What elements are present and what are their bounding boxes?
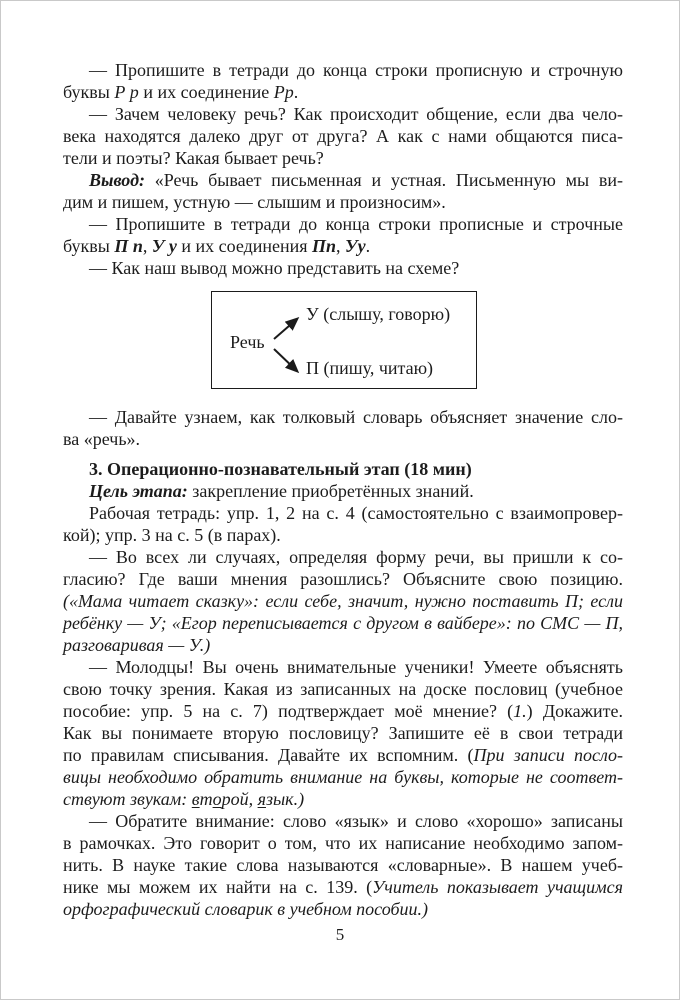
text-segment: нике мы можем их найти на с. 139. ( — [63, 877, 373, 897]
paragraph — [63, 59, 623, 103]
text-segment: Учитель показывает учащимся — [372, 877, 623, 897]
text-segment: века находятся далеко друг от друга? А как с нами общаются писа- — [63, 126, 623, 146]
text-line — [63, 832, 623, 854]
text-segment: «Речь бывает письменная и устная. Письменную мы ви- — [145, 170, 623, 190]
text-segment: — Во всех ли случаях, определяя форму речи, вы пришли к со- — [89, 547, 623, 567]
text-segment: У у — [151, 236, 177, 256]
text-segment: орфографический словарик в учебном пособии.) — [63, 899, 429, 919]
text-line — [63, 480, 623, 502]
text-segment: 1. — [513, 701, 527, 721]
text-line — [63, 147, 623, 169]
text-segment: , — [336, 236, 346, 256]
text-segment: . — [365, 236, 371, 256]
paragraph — [63, 213, 623, 257]
text-segment: , — [142, 236, 152, 256]
text-segment: ствуют звукам: — [63, 789, 192, 809]
text-line — [63, 235, 623, 257]
text-segment: гласию? Где ваши мнения разошлись? Объясните свою позицию. — [63, 569, 623, 589]
text-line — [63, 876, 623, 898]
text-line — [63, 406, 623, 428]
text-segment: Рабочая тетрадь: упр. 1, 2 на с. 4 (самостоятельно с взаимопровер- — [89, 503, 623, 523]
text-segment: ) Докажите. — [526, 701, 623, 721]
text-line — [63, 524, 623, 546]
text-line — [63, 191, 623, 213]
text-segment: — Как наш вывод можно представить на схеме? — [89, 258, 460, 278]
text-segment: о — [212, 789, 222, 809]
text-line — [63, 898, 623, 920]
text-segment: нить. В науке такие слова называются «словарные». В нашем учеб- — [63, 855, 623, 875]
text-segment: по правилам списывания. Давайте их вспомним. ( — [63, 745, 474, 765]
scheme-written-branch-label: П (пишу, читаю) — [306, 358, 434, 378]
text-line — [63, 103, 623, 125]
text-line — [63, 854, 623, 876]
text-line — [63, 700, 623, 722]
text-line — [63, 810, 623, 832]
text-line — [63, 744, 623, 766]
paragraph — [63, 406, 623, 450]
text-line — [63, 590, 623, 612]
text-segment: рой, — [221, 789, 258, 809]
paragraph — [63, 103, 623, 169]
text-line — [63, 125, 623, 147]
text-segment: тели и поэты? Какая бывает речь? — [63, 148, 324, 168]
text-line — [63, 257, 623, 279]
paragraph — [63, 257, 623, 279]
text-line — [63, 502, 623, 524]
text-segment: пособие: упр. 5 на с. 7) подтверждает моё мнение? ( — [63, 701, 514, 721]
paragraph — [63, 546, 623, 656]
page-content — [63, 59, 623, 920]
text-line — [63, 766, 623, 788]
page-number: 5 — [335, 925, 345, 944]
text-line — [63, 81, 623, 103]
text-segment: Уу — [345, 236, 366, 256]
text-segment: . — [293, 82, 299, 102]
text-segment: и их соединение — [138, 82, 274, 102]
text-segment: — Пропишите в тетради до конца строки прописную и строчную — [89, 60, 623, 80]
text-segment: я — [257, 789, 266, 809]
text-block-below-scheme — [63, 406, 623, 920]
text-line — [63, 546, 623, 568]
text-block-above-scheme — [63, 59, 623, 279]
text-segment: ва «речь». — [63, 429, 141, 449]
text-segment: — Обратите внимание: слово «язык» и слово «хорошо» записаны — [89, 811, 623, 831]
text-segment: вицы необходимо обратить внимание на буквы, которые не соответ- — [63, 767, 623, 787]
text-segment: т — [199, 789, 213, 809]
speech-scheme — [211, 291, 623, 389]
text-line — [63, 678, 623, 700]
text-line — [63, 722, 623, 744]
text-segment: Рр — [273, 82, 294, 102]
text-segment: Р р — [114, 82, 139, 102]
text-segment: буквы — [63, 236, 115, 256]
text-segment: 3. Операционно-познавательный этап (18 мин) — [89, 459, 472, 479]
text-line — [63, 428, 623, 450]
text-segment: зык.) — [265, 789, 305, 809]
text-line — [63, 788, 623, 810]
text-segment: — Давайте узнаем, как толковый словарь объясняет значение сло- — [89, 407, 623, 427]
text-segment: кой); упр. 3 на с. 5 (в парах). — [63, 525, 281, 545]
text-line — [63, 634, 623, 656]
paragraph — [63, 656, 623, 810]
text-segment: Цель этапа: — [89, 481, 188, 501]
scheme-oral-branch-label: У (слышу, говорю) — [306, 304, 451, 324]
text-segment: («Мама читает сказку»: если себе, значит, нужно поставить П; если — [63, 591, 623, 611]
text-segment: дим и пишем, устную — слышим и произносим». — [63, 192, 446, 212]
text-line — [63, 568, 623, 590]
text-segment: П п — [114, 236, 143, 256]
text-line — [63, 213, 623, 235]
text-line — [63, 612, 623, 634]
section-heading — [63, 458, 623, 480]
paragraph — [63, 502, 623, 546]
text-segment: Как вы понимаете вторую пословицу? Запишите её в свои тетради — [63, 723, 623, 743]
text-segment: буквы — [63, 82, 115, 102]
text-segment: и их соединения — [176, 236, 313, 256]
text-line — [63, 656, 623, 678]
text-segment: свою точку зрения. Какая из записанных на доске пословиц (учебное — [63, 679, 623, 699]
scheme-root-label: Речь — [230, 332, 265, 352]
text-segment: Пп — [312, 236, 337, 256]
text-segment: разговаривая — У.) — [63, 635, 211, 655]
text-segment: При записи посло- — [473, 745, 623, 765]
text-segment: закрепление приобретённых знаний. — [187, 481, 474, 501]
text-segment: в — [191, 789, 200, 809]
paragraph — [63, 169, 623, 213]
speech-scheme-box — [211, 291, 477, 389]
text-segment: Вывод: — [89, 170, 145, 190]
text-segment: — Молодцы! Вы очень внимательные ученики! Умеете объяснять — [89, 657, 623, 677]
text-segment: — Пропишите в тетради до конца строки прописные и строчные — [89, 214, 623, 234]
text-line — [63, 59, 623, 81]
paragraph — [63, 480, 623, 502]
text-segment: — Зачем человеку речь? Как происходит общение, если два чело- — [89, 104, 623, 124]
text-segment: в рамочках. Это говорит о том, что их написание необходимо запом- — [63, 833, 623, 853]
text-segment: ребёнку — У; «Егор переписывается с другом в вайбере»: по СМС — П, — [63, 613, 623, 633]
text-line — [63, 458, 623, 480]
text-line — [63, 169, 623, 191]
paragraph — [63, 810, 623, 920]
